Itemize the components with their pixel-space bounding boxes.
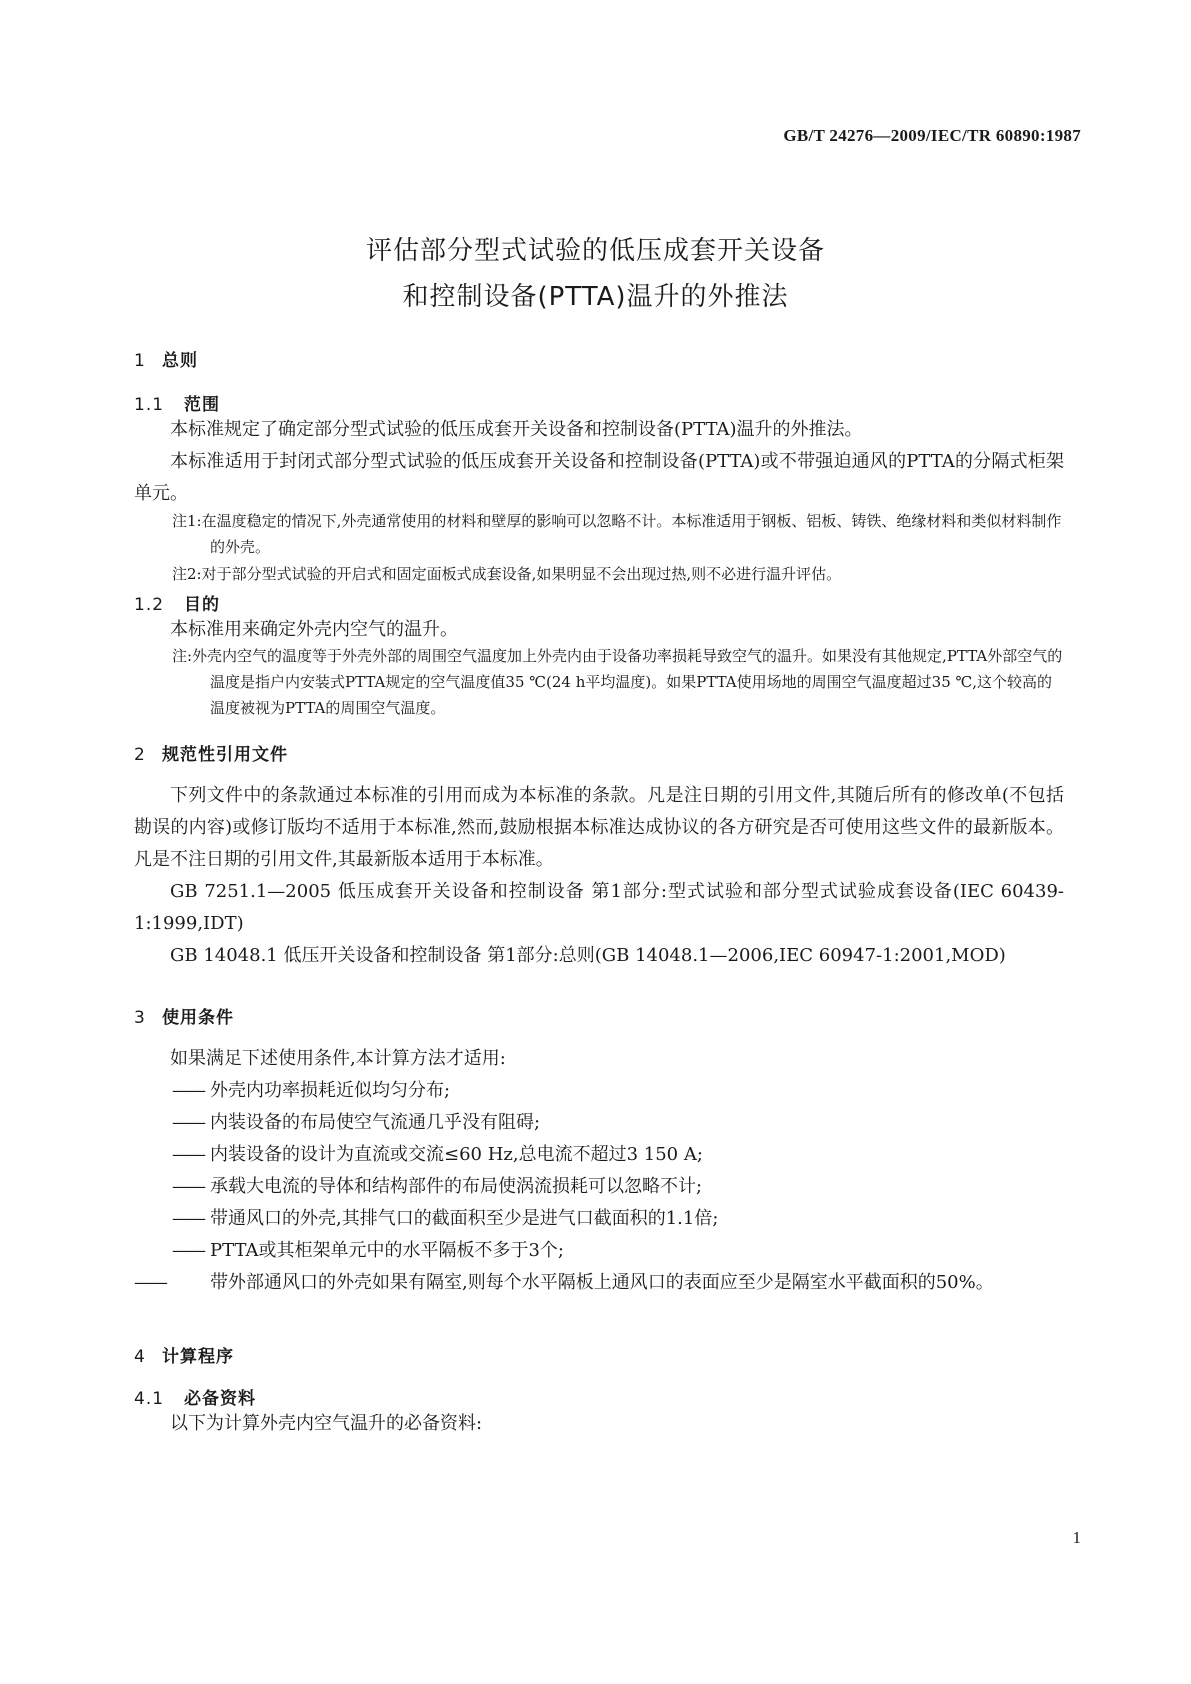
condition-item: —— 带外部通风口的外壳如果有隔室,则每个水平隔板上通风口的表面应至少是隔室水平截面积的50%。: [172, 1267, 1064, 1299]
title-line-1: 评估部分型式试验的低压成套开关设备: [365, 236, 825, 266]
condition-item: —— 内装设备的布局使空气流通几乎没有阻碍;: [172, 1107, 1064, 1139]
section-number: 4.1: [134, 1389, 165, 1409]
section-number: 3: [134, 1008, 146, 1028]
section-number: 2: [134, 745, 146, 765]
section-title: 目的: [184, 595, 220, 615]
purpose-paragraph: 本标准用来确定外壳内空气的温升。: [170, 619, 458, 640]
normative-reference-1: GB 7251.1—2005 低压成套开关设备和控制设备 第1部分:型式试验和部分型式试验成套设备(IEC 60439-1:1999,IDT): [134, 881, 1064, 934]
references-intro-paragraph: 下列文件中的条款通过本标准的引用而成为本标准的条款。凡是注日期的引用文件,其随后所有的修改单(不包括勘误的内容)或修订版均不适用于本标准,然而,鼓励根据本标准达成协议的各方研究是否可使用这些文件的最新版本。凡是不注日期的引用文件,其最新版本适用于本标准。: [134, 785, 1064, 870]
condition-item: —— 内装设备的设计为直流或交流≤60 Hz,总电流不超过3 150 A;: [172, 1139, 1064, 1171]
section-number: 1.2: [134, 595, 165, 615]
purpose-note: [172, 643, 1064, 721]
dash-marker: ——: [134, 1272, 166, 1293]
required-data-paragraph: 以下为计算外壳内空气温升的必备资料:: [170, 1413, 483, 1434]
note-text: 注:外壳内空气的温度等于外壳外部的周围空气温度加上外壳内由于设备功率损耗导致空气的温升。如果没有其他规定,PTTA外部空气的温度是指户内安装式PTTA规定的空气温度值35 ℃(24 h平均温度)。如果PTTA使用场地的周围空气温度超过35 ℃,这个较高的温度被视为PTTA的周围空气温度。: [172, 647, 1063, 717]
section-3-heading: [134, 1003, 234, 1028]
section-number: 1: [134, 351, 146, 371]
dash-marker: ——: [172, 1144, 204, 1165]
section-1-2-heading: [134, 590, 220, 615]
condition-item: —— 外壳内功率损耗近似均匀分布;: [172, 1075, 1064, 1107]
dash-marker: ——: [172, 1080, 204, 1101]
section-number: 4: [134, 1347, 146, 1367]
standard-code: GB/T 24276—2009/IEC/TR 60890:1987: [783, 126, 1081, 145]
page-number: 1: [1072, 1528, 1081, 1547]
section-1-heading: [134, 346, 198, 371]
note-text: 注2:对于部分型式试验的开启式和固定面板式成套设备,如果明显不会出现过热,则不必进行温升评估。: [172, 565, 842, 583]
section-title: 计算程序: [162, 1347, 234, 1367]
section-number: 1.1: [134, 395, 165, 415]
section-title: 范围: [184, 395, 220, 415]
scope-note-2: [172, 561, 1064, 587]
dash-marker: ——: [172, 1208, 204, 1229]
dash-marker: ——: [172, 1176, 204, 1197]
scope-note-1: [172, 508, 1064, 560]
section-title: 规范性引用文件: [162, 745, 288, 765]
dash-marker: ——: [172, 1240, 204, 1261]
section-1-1-heading: [134, 390, 220, 415]
document-title: [0, 228, 1191, 320]
conditions-intro: 如果满足下述使用条件,本计算方法才适用:: [170, 1048, 506, 1069]
scope-paragraph-2: 本标准适用于封闭式部分型式试验的低压成套开关设备和控制设备(PTTA)或不带强迫通风的PTTA的分隔式柜架单元。: [134, 451, 1064, 504]
section-title: 总则: [162, 351, 198, 371]
section-4-1-heading: [134, 1384, 256, 1409]
scope-paragraph-1: 本标准规定了确定部分型式试验的低压成套开关设备和控制设备(PTTA)温升的外推法。: [170, 419, 863, 440]
dash-marker: ——: [172, 1112, 204, 1133]
title-line-2: 和控制设备(PTTA)温升的外推法: [402, 282, 789, 312]
section-title: 使用条件: [162, 1008, 234, 1028]
normative-reference-2: GB 14048.1 低压开关设备和控制设备 第1部分:总则(GB 14048.1—2006,IEC 60947-1:2001,MOD): [170, 945, 1006, 966]
section-4-heading: [134, 1342, 234, 1367]
section-2-heading: [134, 740, 288, 765]
section-title: 必备资料: [184, 1389, 256, 1409]
note-text: 注1:在温度稳定的情况下,外壳通常使用的材料和壁厚的影响可以忽略不计。本标准适用于钢板、铝板、铸铁、绝缘材料和类似材料制作的外壳。: [172, 512, 1062, 556]
condition-item: —— 带通风口的外壳,其排气口的截面积至少是进气口截面积的1.1倍;: [172, 1203, 1064, 1235]
condition-item: —— 承载大电流的导体和结构部件的布局使涡流损耗可以忽略不计;: [172, 1171, 1064, 1203]
condition-item: —— PTTA或其柜架单元中的水平隔板不多于3个;: [172, 1235, 1064, 1267]
